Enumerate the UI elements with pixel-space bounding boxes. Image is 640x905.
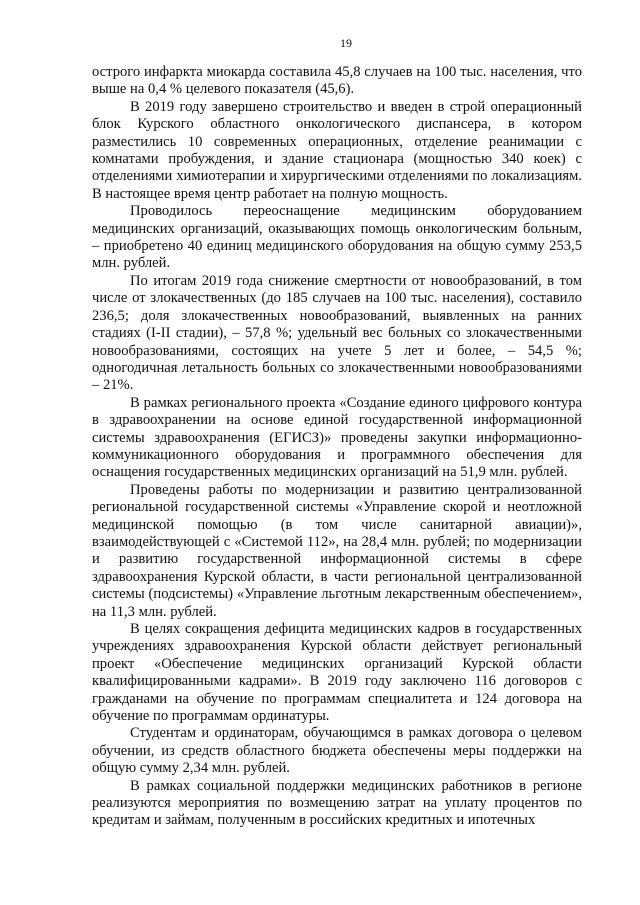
paragraph-students-support: Студентам и ординаторам, обучающимся в рамках договора о целевом обучении, из средств областного бюджета обеспечены меры поддержки на общую сумму 2,34 млн. рублей. — [92, 725, 582, 777]
paragraph-staffing: В целях сокращения дефицита медицинских кадров в государственных учреждениях здравоохранения Курской области действует региональный проект «Обеспечение медицинских организаций Курской области квалифицированными кадрами». В 2019 году заключено 116 договоров с гражданами на обучение по программам специалитета и 124 договора на обучение по программам ординатуры. — [92, 621, 582, 725]
document-body — [92, 64, 582, 830]
paragraph-continuation: острого инфаркта миокарда составила 45,8 случаев на 100 тыс. населения, что выше на 0,4 % целевого показателя (45,6). — [92, 64, 582, 98]
paragraph-modernization: Проведены работы по модернизации и развитию централизованной региональной государственной системы «Управление скорой и неотложной медицинской помощью (в том числе санитарной авиации)», взаимодействующей с «Системой 112», на 28,4 млн. рублей; по модернизации и развитию государственной информационной системы в сфере здравоохранения Курской области, в части региональной централизованной системы (подсистемы) «Управление льготным лекарственным обеспечением», на 11,3 млн. рублей. — [92, 481, 582, 620]
page-number: 19 — [340, 36, 352, 50]
paragraph-social-support: В рамках социальной поддержки медицинских работников в регионе реализуются мероприятия по возмещению затрат на уплату процентов по кредитам и займам, полученным в российских кредитных и ипотечных — [92, 777, 582, 829]
paragraph-mortality-results: По итогам 2019 года снижение смертности от новообразований, в том числе от злокачественных (до 185 случаев на 100 тыс. населения), составило 236,5; доля злокачественных новообразований, выявленных на ранних стадиях (I-II стадии), – 57,8 %; удельный вес больных со злокачественными новообразованиями, состоящих на учете 5 лет и более, – 54,5 %; одногодичная летальность больных со злокачественными новообразованиями – 21%. — [92, 272, 582, 394]
paragraph-digital-contour: В рамках регионального проекта «Создание единого цифрового контура в здравоохранении на основе единой государственной информационной системы здравоохранения (ЕГИСЗ)» проведены закупки информационно-коммуникационного оборудования и программного обеспечения для оснащения государственных медицинских организаций на 51,9 млн. рублей. — [92, 394, 582, 481]
paragraph-oncology-construction: В 2019 году завершено строительство и введен в строй операционный блок Курского областного онкологического диспансера, в котором разместились 10 современных операционных, отделение реанимации с комнатами пробуждения, и здание стационара (мощностью 340 коек) с отделениями химиотерапии и хирургическими отделениями по локализациям. В настоящее время центр работает на полную мощность. — [92, 98, 582, 202]
paragraph-equipment: Проводилось переоснащение медицинским оборудованием медицинских организаций, оказывающих помощь онкологическим больным, – приобретено 40 единиц медицинского оборудования на общую сумму 253,5 млн. рублей. — [92, 203, 582, 272]
